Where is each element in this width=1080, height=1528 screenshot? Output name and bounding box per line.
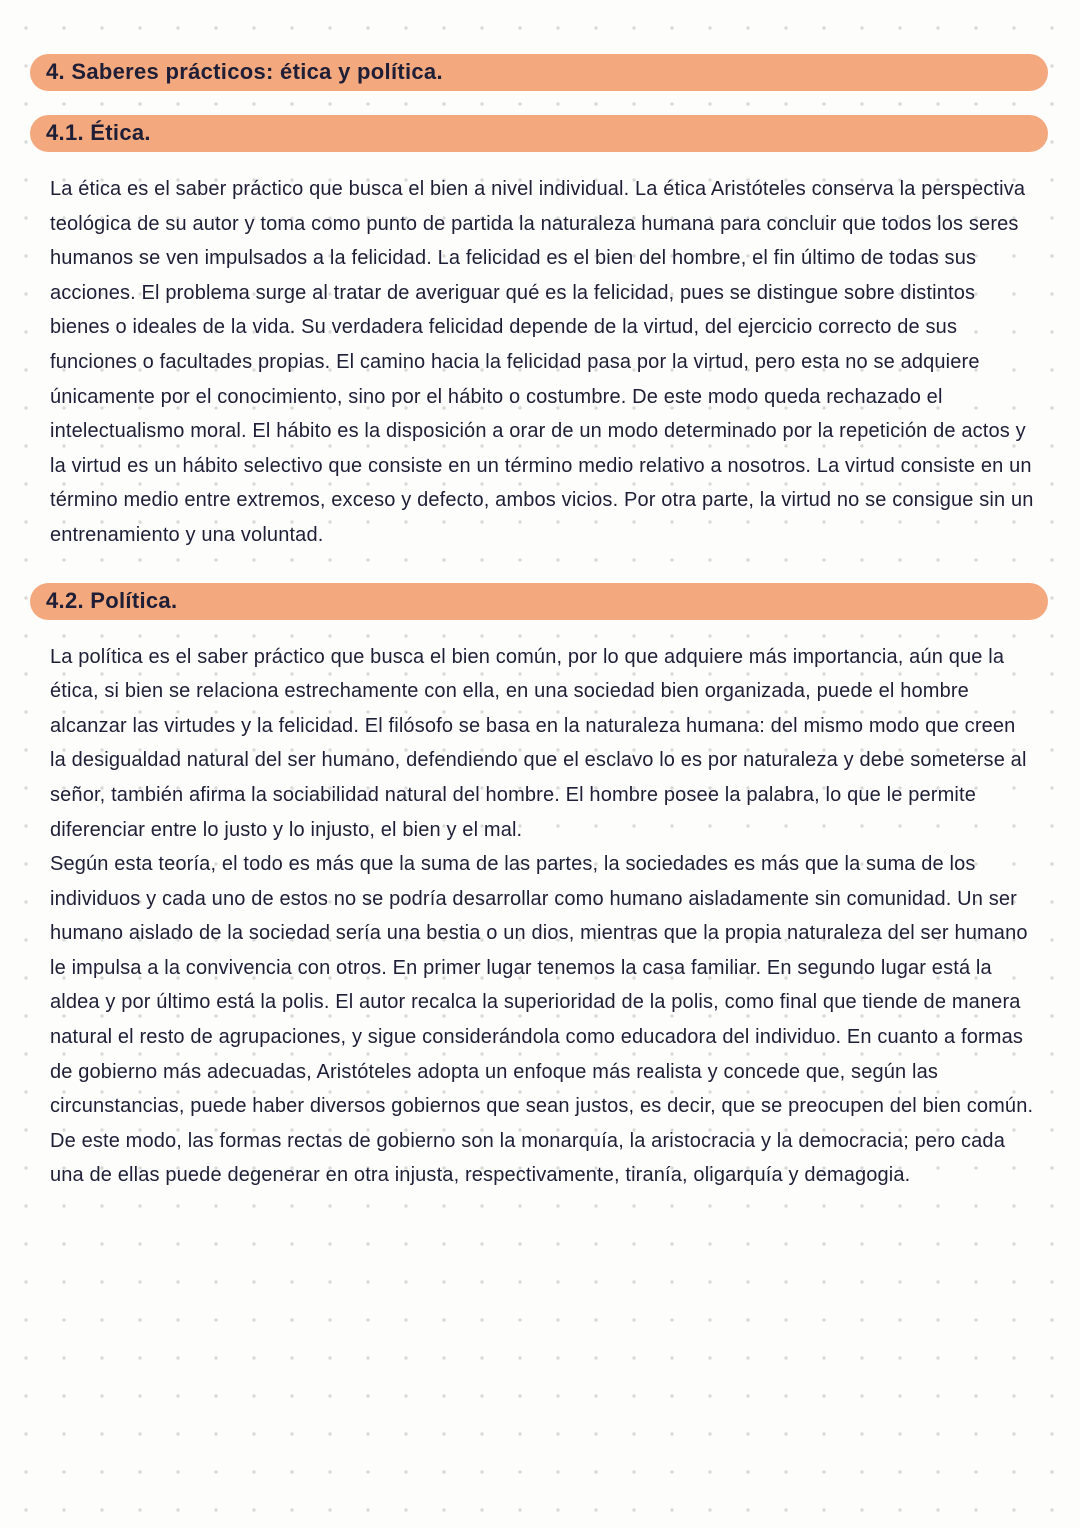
section-title: 4. Saberes prácticos: ética y política. — [46, 59, 443, 84]
subsection-title-etica: 4.1. Ética. — [46, 120, 151, 145]
subsection-header-etica — [30, 115, 1048, 152]
subsection-header-politica — [30, 583, 1048, 620]
etica-paragraph: La ética es el saber práctico que busca el bien a nivel individual. La ética Aristóteles conserva la perspectiva teológica de su autor y toma como punto de partida la naturaleza humana para concluir que todos los seres humanos se ven impulsados a la felicidad. La felicidad es el bien del hombre, el fin último de todas sus acciones. El problema surge al tratar de averiguar qué es la felicidad, pues se distingue sobre distintos bienes o ideales de la vida. Su verdadera felicidad depende de la virtud, del ejercicio correcto de sus funciones o facultades propias. El camino hacia la felicidad pasa por la virtud, pero esta no se adquiere únicamente por el conocimiento, sino por el hábito o costumbre. De este modo queda rechazado el intelectualismo moral. El hábito es la disposición a orar de un modo determinado por la repetición de actos y la virtud es un hábito selectivo que consiste en un término medio relativo a nosotros. La virtud consiste en un término medio entre extremos, exceso y defecto, ambos vicios. Por otra parte, la virtud no se consigue sin un entrenamiento y una voluntad. — [50, 178, 1034, 546]
subsection-title-politica: 4.2. Política. — [46, 587, 178, 613]
section-header — [30, 54, 1048, 91]
politica-paragraph-2: Según esta teoría, el todo es más que la suma de las partes, la sociedades es más que la suma de los individuos y cada uno de estos no se podría desarrollar como humano aisladamente sin comunidad. Un ser humano aislado de la sociedad sería una bestia o un dios, mientras que la propia naturaleza del ser humano le impulsa a la convivencia con otros. En primer lugar tenemos la casa familiar. En segundo lugar está la aldea y por último está la polis. El autor recalca la superioridad de la polis, como final que tiende de manera natural el resto de agrupaciones, y sigue considerándola como educadora del individuo. En cuanto a formas de gobierno más adecuadas, Aristóteles adopta un enfoque más realista y concede que, según las circunstancias, puede haber diversos gobiernos que sean justos, es decir, que se preocupen del bien común. De este modo, las formas rectas de gobierno son la monarquía, la aristocracia y la democracia; pero cada una de ellas puede degenerar en otra injusta, respectivamente, tiranía, oligarquía y demagogia. — [50, 853, 1034, 1187]
section-divider-space — [50, 569, 1034, 583]
politica-paragraph-1: La política es el saber práctico que busca el bien común, por lo que adquiere más importancia, aún que la ética, si bien se relaciona estrechamente con ella, en una sociedad bien organizada, puede el hombre alcanzar las virtudes y la felicidad. El filósofo se basa en la naturaleza humana: del mismo modo que creen la desigualdad natural del ser humano, defendiendo que el esclavo lo es por naturaleza y debe someterse al señor, también afirma la sociabilidad natural del hombre. El hombre posee la palabra, lo que le permite diferenciar entre lo justo y lo injusto, el bien y el mal. — [50, 645, 1027, 841]
